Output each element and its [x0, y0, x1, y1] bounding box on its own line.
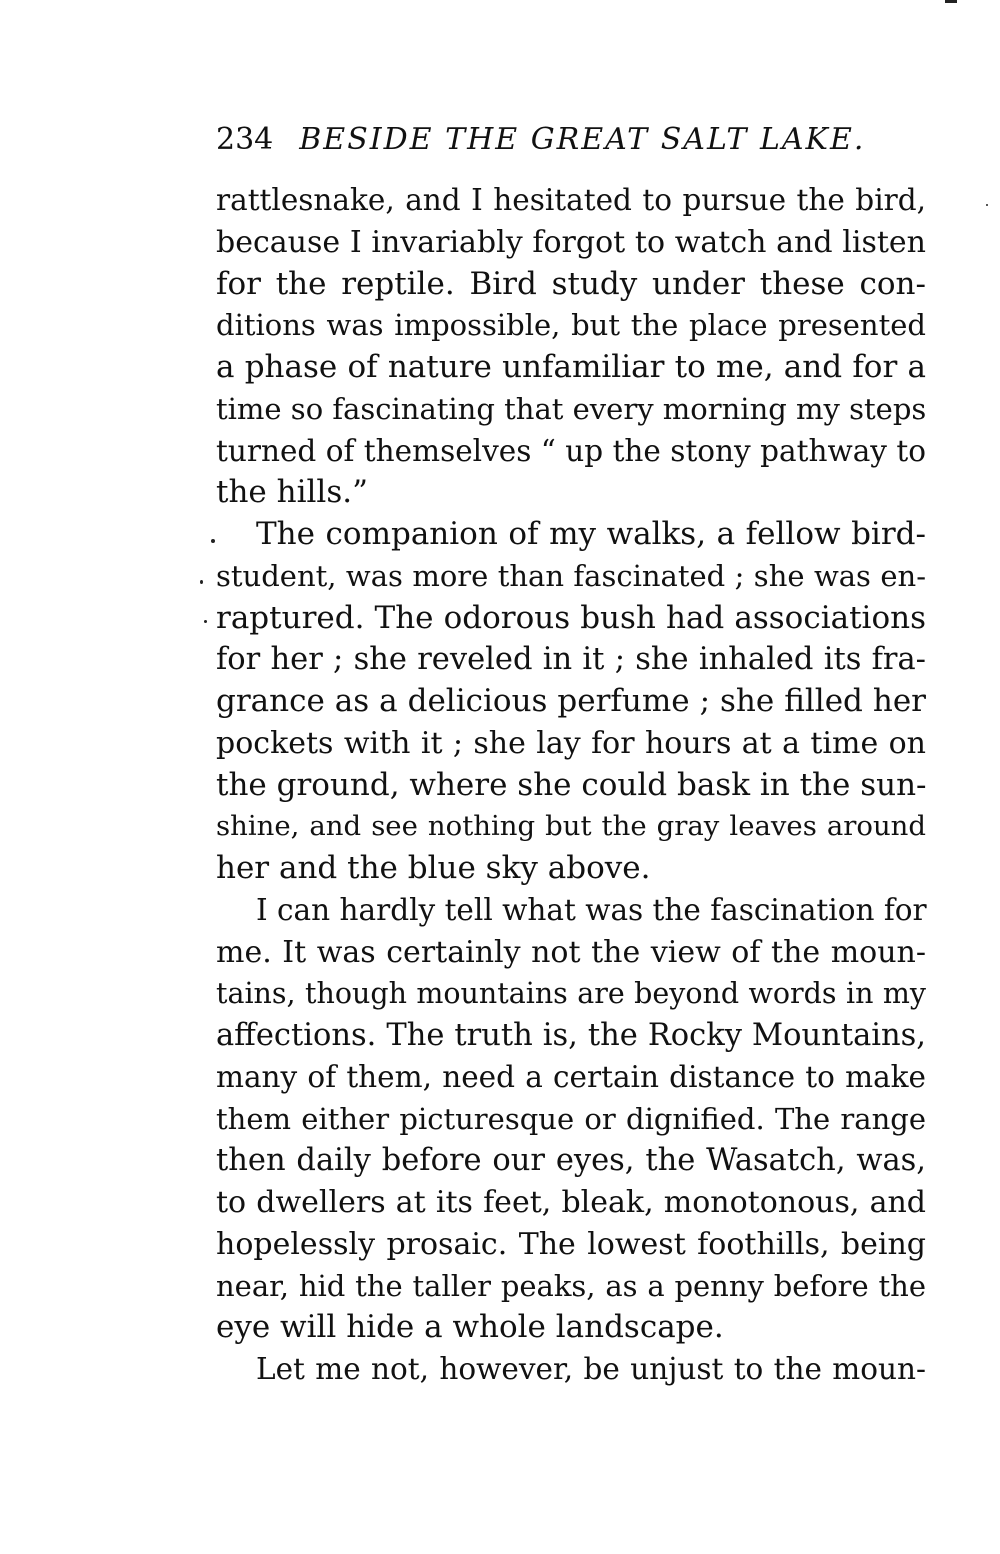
text-line: me. It was certainly not the view of the moun- — [216, 934, 926, 970]
running-head: BESIDE THE GREAT SALT LAKE. — [299, 122, 866, 157]
text-line: to dwellers at its feet, bleak, monotonous, and — [216, 1185, 926, 1220]
text-line: a phase of nature unfamiliar to me, and for a — [216, 349, 926, 385]
text-line: her and the blue sky above. — [216, 850, 651, 886]
print-speck — [986, 204, 988, 206]
text-line: eye will hide a whole landscape. — [216, 1309, 724, 1346]
print-speck — [200, 580, 203, 584]
print-speck — [945, 0, 957, 3]
text-line: then daily before our eyes, the Wasatch, was, — [216, 1143, 926, 1179]
text-line: raptured. The odorous bush had associations — [216, 599, 926, 636]
text-line: pockets with it ; she lay for hours at a time on — [216, 725, 926, 761]
text-line: time so fascinating that every morning my steps — [216, 391, 927, 426]
text-line: tains, though mountains are beyond words in my — [216, 977, 926, 1011]
print-speck — [211, 539, 215, 543]
text-line: Let me not, however, be unjust to the moun- — [256, 1352, 926, 1386]
body-text — [216, 180, 926, 1391]
text-line: near, hid the taller peaks, as a penny before the — [216, 1268, 926, 1303]
text-line: them either picturesque or dignified. The range — [216, 1101, 926, 1136]
text-line: The companion of my walks, a fellow bird- — [256, 516, 926, 552]
text-line: shine, and see nothing but the gray leaves around — [216, 810, 926, 843]
text-line: the ground, where she could bask in the sun- — [216, 766, 927, 803]
text-line: affections. The truth is, the Rocky Mountains, — [216, 1018, 926, 1053]
text-line: ditions was impossible, but the place presented — [216, 308, 926, 343]
text-line: for the reptile. Bird study under these con- — [216, 265, 926, 302]
text-line: I can hardly tell what was the fascination for — [256, 892, 927, 927]
text-line: the hills.” — [216, 474, 368, 511]
page-header — [216, 118, 926, 162]
text-line: grance as a delicious perfume ; she filled her — [216, 683, 926, 719]
text-line: because I invariably forgot to watch and listen — [216, 224, 926, 260]
text-line: hopelessly prosaic. The lowest foothills, being — [216, 1226, 926, 1262]
text-line: student, was more than fascinated ; she was en- — [216, 558, 926, 593]
text-line: rattlesnake, and I hesitated to pursue the bird, — [216, 183, 926, 217]
text-line: many of them, need a certain distance to make — [216, 1059, 926, 1094]
print-speck — [204, 620, 207, 623]
text-line: turned of themselves “ up the stony pathway to — [216, 433, 926, 468]
page-number: 234 — [216, 122, 274, 157]
text-line: for her ; she reveled in it ; she inhaled its fra- — [216, 642, 926, 678]
